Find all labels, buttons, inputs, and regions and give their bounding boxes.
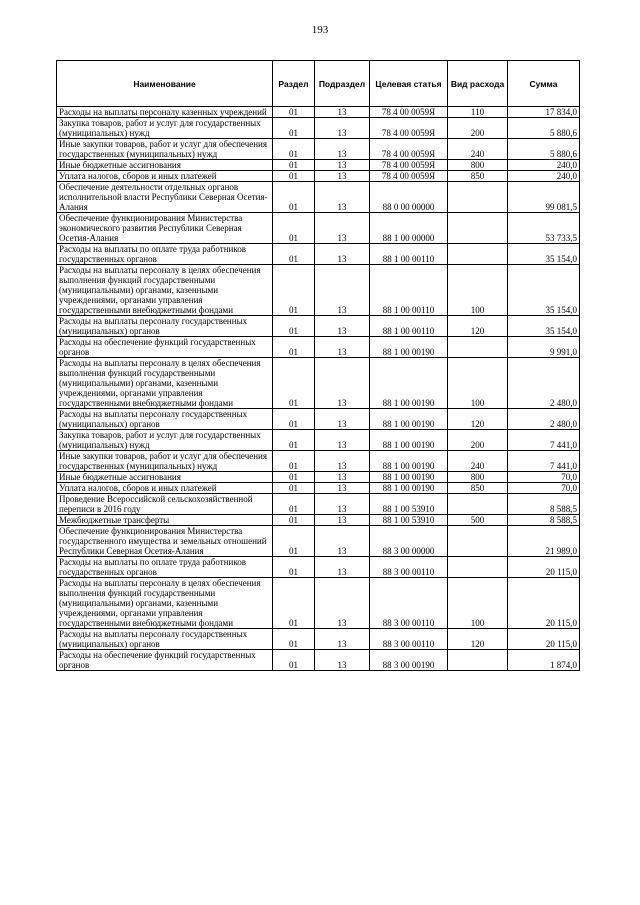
row-target-article: 88 1 00 53910 bbox=[370, 515, 448, 526]
table-row bbox=[57, 118, 580, 139]
row-target-article: 88 1 00 00190 bbox=[370, 358, 448, 409]
row-expense-type: 120 bbox=[448, 629, 508, 650]
row-section: 01 bbox=[273, 337, 315, 358]
row-name: Обеспечение функционирования Министерства государственного имущества и земельных отношений Республики Северная Осетия-Алания bbox=[57, 526, 273, 557]
row-name: Расходы на выплаты по оплате труда работников государственных органов bbox=[57, 557, 273, 578]
row-subsection: 13 bbox=[315, 472, 370, 483]
table-row bbox=[57, 358, 580, 409]
row-target-article: 78 4 00 0059Я bbox=[370, 139, 448, 160]
table-row bbox=[57, 171, 580, 182]
row-target-article: 88 1 00 00000 bbox=[370, 213, 448, 244]
row-target-article: 88 1 00 00190 bbox=[370, 483, 448, 494]
row-name: Уплата налогов, сборов и иных платежей bbox=[57, 483, 273, 494]
row-target-article: 78 4 00 0059Я bbox=[370, 160, 448, 171]
header-expense-type: Вид расхода bbox=[448, 61, 508, 107]
row-sum: 8 588,5 bbox=[508, 494, 580, 515]
row-target-article: 88 1 00 00110 bbox=[370, 244, 448, 265]
row-expense-type: 120 bbox=[448, 316, 508, 337]
row-target-article: 88 1 00 00190 bbox=[370, 337, 448, 358]
row-sum: 8 588,5 bbox=[508, 515, 580, 526]
row-name: Расходы на выплаты персоналу государственных (муниципальных) органов bbox=[57, 629, 273, 650]
row-name: Расходы на обеспечение функций государственных органов bbox=[57, 650, 273, 671]
row-name: Расходы на выплаты персоналу в целях обеспечения выполнения функций государственными (муниципальными) органами, казенными учреждениями, органами управления государственными внебюджетными фондами bbox=[57, 265, 273, 316]
row-expense-type: 240 bbox=[448, 451, 508, 472]
row-target-article: 88 3 00 00110 bbox=[370, 629, 448, 650]
row-name: Расходы на выплаты персоналу в целях обеспечения выполнения функций государственными (муниципальными) органами, казенными учреждениями, органами управления государственными внебюджетными фондами bbox=[57, 358, 273, 409]
row-name: Иные бюджетные ассигнования bbox=[57, 472, 273, 483]
row-subsection: 13 bbox=[315, 171, 370, 182]
row-section: 01 bbox=[273, 182, 315, 213]
row-expense-type: 110 bbox=[448, 107, 508, 118]
budget-table bbox=[56, 60, 580, 671]
row-expense-type bbox=[448, 526, 508, 557]
row-name: Обеспечение деятельности отдельных органов исполнительной власти Республики Северная Осетия-Алания bbox=[57, 182, 273, 213]
table-row bbox=[57, 578, 580, 629]
row-subsection: 13 bbox=[315, 650, 370, 671]
row-expense-type: 100 bbox=[448, 265, 508, 316]
row-target-article: 88 3 00 00110 bbox=[370, 578, 448, 629]
page-number: 193 bbox=[311, 24, 329, 36]
row-sum: 7 441,0 bbox=[508, 430, 580, 451]
row-sum: 2 480,0 bbox=[508, 358, 580, 409]
row-target-article: 88 3 00 00190 bbox=[370, 650, 448, 671]
row-section: 01 bbox=[273, 483, 315, 494]
row-name: Иные бюджетные ассигнования bbox=[57, 160, 273, 171]
row-section: 01 bbox=[273, 557, 315, 578]
row-name: Иные закупки товаров, работ и услуг для обеспечения государственных (муниципальных) нужд bbox=[57, 139, 273, 160]
row-expense-type: 200 bbox=[448, 430, 508, 451]
row-sum: 35 154,0 bbox=[508, 244, 580, 265]
row-sum: 70,0 bbox=[508, 472, 580, 483]
row-section: 01 bbox=[273, 160, 315, 171]
row-sum: 5 880,6 bbox=[508, 118, 580, 139]
table-header-row bbox=[57, 61, 580, 107]
row-section: 01 bbox=[273, 578, 315, 629]
row-target-article: 88 1 00 00190 bbox=[370, 451, 448, 472]
row-sum: 21 989,0 bbox=[508, 526, 580, 557]
row-target-article: 88 3 00 00110 bbox=[370, 557, 448, 578]
table-row bbox=[57, 139, 580, 160]
row-sum: 17 834,0 bbox=[508, 107, 580, 118]
row-name: Уплата налогов, сборов и иных платежей bbox=[57, 171, 273, 182]
row-sum: 240,0 bbox=[508, 171, 580, 182]
header-subsection: Подраздел bbox=[315, 61, 370, 107]
row-subsection: 13 bbox=[315, 451, 370, 472]
row-section: 01 bbox=[273, 650, 315, 671]
table-row bbox=[57, 494, 580, 515]
row-subsection: 13 bbox=[315, 483, 370, 494]
row-subsection: 13 bbox=[315, 578, 370, 629]
row-subsection: 13 bbox=[315, 139, 370, 160]
row-target-article: 88 1 00 00110 bbox=[370, 265, 448, 316]
row-name: Расходы на выплаты персоналу в целях обеспечения выполнения функций государственными (муниципальными) органами, казенными учреждениями, органами управления государственными внебюджетными фондами bbox=[57, 578, 273, 629]
row-expense-type bbox=[448, 650, 508, 671]
row-sum: 53 733,5 bbox=[508, 213, 580, 244]
row-target-article: 88 1 00 53910 bbox=[370, 494, 448, 515]
row-section: 01 bbox=[273, 107, 315, 118]
table-row bbox=[57, 629, 580, 650]
table-row bbox=[57, 160, 580, 171]
row-subsection: 13 bbox=[315, 316, 370, 337]
row-name: Расходы на выплаты персоналу государственных (муниципальных) органов bbox=[57, 316, 273, 337]
table-row bbox=[57, 451, 580, 472]
row-section: 01 bbox=[273, 451, 315, 472]
row-expense-type bbox=[448, 244, 508, 265]
row-target-article: 88 1 00 00110 bbox=[370, 316, 448, 337]
row-expense-type bbox=[448, 494, 508, 515]
row-expense-type: 500 bbox=[448, 515, 508, 526]
table-row bbox=[57, 213, 580, 244]
row-sum: 1 874,0 bbox=[508, 650, 580, 671]
row-subsection: 13 bbox=[315, 409, 370, 430]
row-section: 01 bbox=[273, 494, 315, 515]
row-subsection: 13 bbox=[315, 526, 370, 557]
row-subsection: 13 bbox=[315, 494, 370, 515]
header-sum: Сумма bbox=[508, 61, 580, 107]
row-target-article: 88 1 00 00190 bbox=[370, 472, 448, 483]
table-row bbox=[57, 483, 580, 494]
table-row bbox=[57, 409, 580, 430]
table-row bbox=[57, 650, 580, 671]
table-row bbox=[57, 182, 580, 213]
row-sum: 7 441,0 bbox=[508, 451, 580, 472]
row-name: Расходы на обеспечение функций государственных органов bbox=[57, 337, 273, 358]
row-subsection: 13 bbox=[315, 182, 370, 213]
row-expense-type: 850 bbox=[448, 171, 508, 182]
row-section: 01 bbox=[273, 526, 315, 557]
row-subsection: 13 bbox=[315, 213, 370, 244]
row-sum: 20 115,0 bbox=[508, 557, 580, 578]
row-subsection: 13 bbox=[315, 557, 370, 578]
row-expense-type: 100 bbox=[448, 578, 508, 629]
row-section: 01 bbox=[273, 118, 315, 139]
row-expense-type: 800 bbox=[448, 160, 508, 171]
row-name: Расходы на выплаты по оплате труда работников государственных органов bbox=[57, 244, 273, 265]
row-section: 01 bbox=[273, 171, 315, 182]
row-name: Межбюджетные трансферты bbox=[57, 515, 273, 526]
row-sum: 99 081,5 bbox=[508, 182, 580, 213]
row-section: 01 bbox=[273, 515, 315, 526]
header-name: Наименование bbox=[57, 61, 273, 107]
row-expense-type bbox=[448, 557, 508, 578]
row-sum: 9 991,0 bbox=[508, 337, 580, 358]
row-subsection: 13 bbox=[315, 629, 370, 650]
table-row bbox=[57, 244, 580, 265]
header-section: Раздел bbox=[273, 61, 315, 107]
row-subsection: 13 bbox=[315, 160, 370, 171]
row-expense-type: 800 bbox=[448, 472, 508, 483]
row-subsection: 13 bbox=[315, 265, 370, 316]
table-row bbox=[57, 316, 580, 337]
row-section: 01 bbox=[273, 472, 315, 483]
row-target-article: 88 1 00 00190 bbox=[370, 430, 448, 451]
row-name: Обеспечение функционирования Министерства экономического развития Республики Северная Осетия-Алания bbox=[57, 213, 273, 244]
row-target-article: 88 0 00 00000 bbox=[370, 182, 448, 213]
table-row bbox=[57, 107, 580, 118]
header-target-article: Целевая статья bbox=[370, 61, 448, 107]
row-sum: 240,0 bbox=[508, 160, 580, 171]
row-expense-type: 120 bbox=[448, 409, 508, 430]
row-sum: 20 115,0 bbox=[508, 629, 580, 650]
row-sum: 35 154,0 bbox=[508, 265, 580, 316]
row-target-article: 88 1 00 00190 bbox=[370, 409, 448, 430]
row-subsection: 13 bbox=[315, 358, 370, 409]
row-subsection: 13 bbox=[315, 107, 370, 118]
row-subsection: 13 bbox=[315, 244, 370, 265]
row-expense-type bbox=[448, 337, 508, 358]
row-sum: 5 880,6 bbox=[508, 139, 580, 160]
row-sum: 70,0 bbox=[508, 483, 580, 494]
row-section: 01 bbox=[273, 629, 315, 650]
row-subsection: 13 bbox=[315, 515, 370, 526]
row-target-article: 78 4 00 0059Я bbox=[370, 171, 448, 182]
table-row bbox=[57, 337, 580, 358]
row-subsection: 13 bbox=[315, 337, 370, 358]
row-expense-type bbox=[448, 213, 508, 244]
row-expense-type bbox=[448, 182, 508, 213]
table-row bbox=[57, 515, 580, 526]
row-section: 01 bbox=[273, 265, 315, 316]
row-target-article: 78 4 00 0059Я bbox=[370, 107, 448, 118]
row-section: 01 bbox=[273, 430, 315, 451]
row-subsection: 13 bbox=[315, 118, 370, 139]
row-name: Закупка товаров, работ и услуг для государственных (муниципальных) нужд bbox=[57, 118, 273, 139]
table-row bbox=[57, 526, 580, 557]
row-section: 01 bbox=[273, 213, 315, 244]
row-section: 01 bbox=[273, 358, 315, 409]
row-expense-type: 240 bbox=[448, 139, 508, 160]
row-name: Расходы на выплаты персоналу государственных (муниципальных) органов bbox=[57, 409, 273, 430]
row-name: Расходы на выплаты персоналу казенных учреждений bbox=[57, 107, 273, 118]
row-name: Закупка товаров, работ и услуг для государственных (муниципальных) нужд bbox=[57, 430, 273, 451]
row-name: Проведение Всероссийской сельскохозяйственной переписи в 2016 году bbox=[57, 494, 273, 515]
table-row bbox=[57, 472, 580, 483]
row-subsection: 13 bbox=[315, 430, 370, 451]
row-section: 01 bbox=[273, 139, 315, 160]
row-expense-type: 850 bbox=[448, 483, 508, 494]
table-row bbox=[57, 265, 580, 316]
row-target-article: 88 3 00 00000 bbox=[370, 526, 448, 557]
table-row bbox=[57, 430, 580, 451]
row-target-article: 78 4 00 0059Я bbox=[370, 118, 448, 139]
row-section: 01 bbox=[273, 244, 315, 265]
row-sum: 2 480,0 bbox=[508, 409, 580, 430]
table-row bbox=[57, 557, 580, 578]
row-name: Иные закупки товаров, работ и услуг для обеспечения государственных (муниципальных) нужд bbox=[57, 451, 273, 472]
row-expense-type: 200 bbox=[448, 118, 508, 139]
row-expense-type: 100 bbox=[448, 358, 508, 409]
row-section: 01 bbox=[273, 409, 315, 430]
row-section: 01 bbox=[273, 316, 315, 337]
row-sum: 20 115,0 bbox=[508, 578, 580, 629]
row-sum: 35 154,0 bbox=[508, 316, 580, 337]
